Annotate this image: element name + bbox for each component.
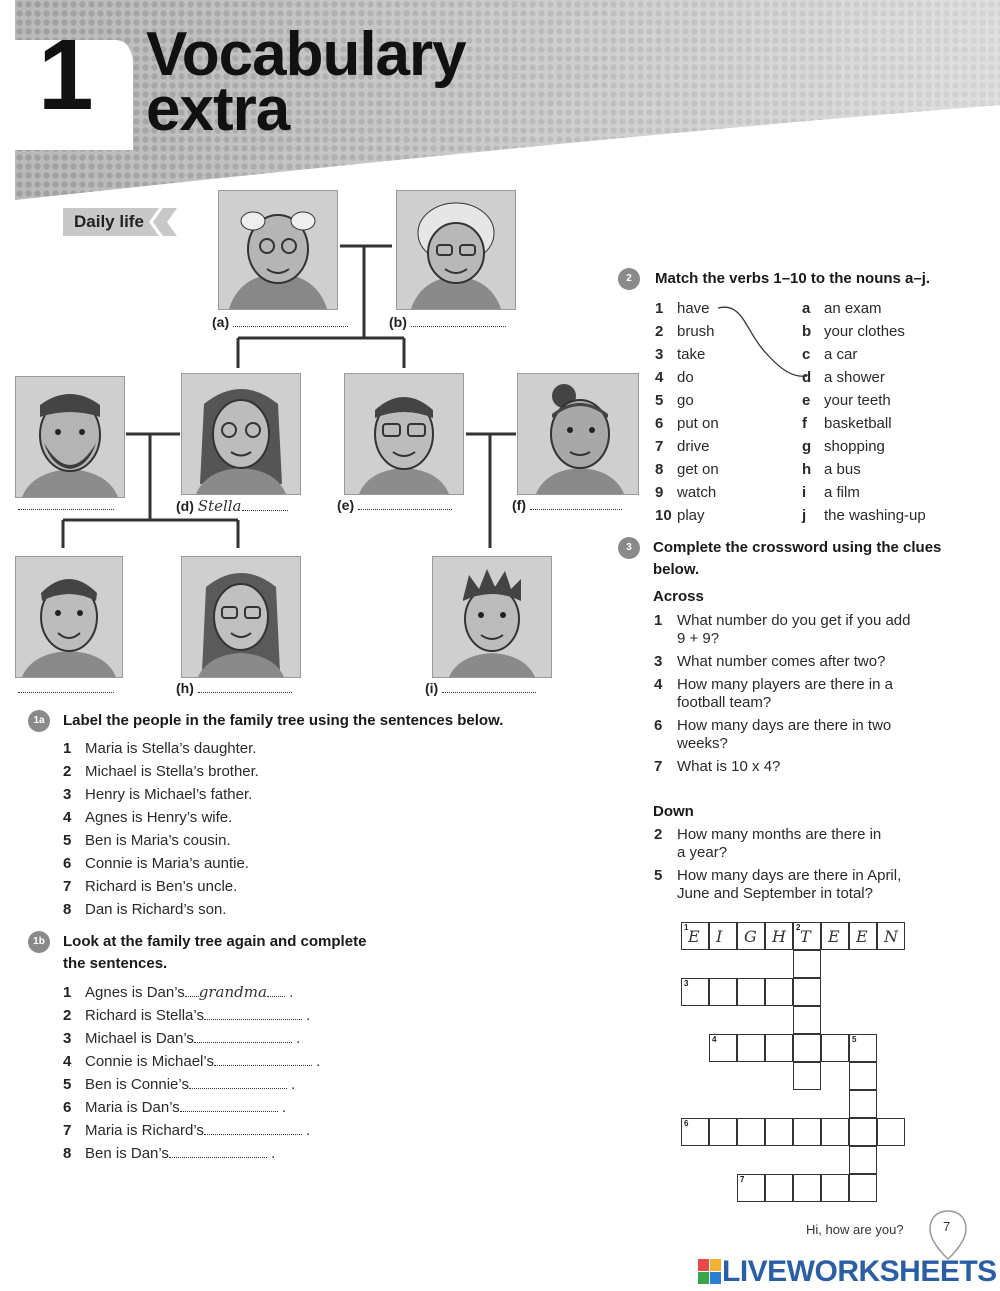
verb: go [677, 392, 694, 409]
portrait-grandmother [396, 190, 516, 310]
label-f [512, 497, 622, 513]
cell-letter: H [772, 927, 786, 946]
list-item [63, 783, 259, 806]
crossword-cell[interactable] [849, 1034, 877, 1062]
list-item [63, 737, 259, 760]
ex1a-instruction: Label the people in the family tree using the sentences below. [63, 712, 504, 729]
list-item [63, 898, 259, 921]
title-line-2: extra [146, 74, 290, 144]
item-text: Maria is Richard’s [85, 1122, 204, 1139]
match-row [655, 412, 926, 435]
page-number: 7 [943, 1219, 951, 1234]
badge-1a: 1a [28, 710, 50, 732]
item-text: Richard is Stella’s [85, 1007, 204, 1024]
verb: get on [677, 461, 719, 478]
clue-line-2: weeks? [677, 735, 728, 752]
badge-1b: 1b [28, 931, 50, 953]
ex3-instruction [653, 537, 941, 581]
page-marker-icon [928, 1209, 968, 1261]
noun: basketball [824, 415, 892, 432]
liveworksheets-logo-icon [698, 1259, 722, 1285]
label-h [176, 680, 292, 696]
portrait-michael [344, 373, 464, 495]
answer-h-field[interactable] [198, 680, 292, 693]
noun-letter: b [802, 323, 812, 340]
crossword-cell[interactable] [793, 1006, 821, 1034]
item-text: Agnes is Dan’s [85, 984, 185, 1001]
crossword-cell[interactable] [709, 1034, 737, 1062]
brand-name: LIVEWORKSHEETS [722, 1255, 997, 1288]
match-row [655, 504, 926, 527]
verb-number: 4 [655, 369, 664, 386]
label-e [337, 497, 452, 513]
clue-line-2: football team? [677, 694, 772, 711]
dots-before [185, 984, 199, 997]
item-number: 4 [63, 1053, 72, 1070]
instruction-line-2: the sentences. [63, 955, 168, 972]
list-item: 5 Ben is Connie’s . [63, 1073, 320, 1096]
clue-across-3 [654, 653, 944, 671]
noun-letter: j [802, 507, 807, 524]
verb-number: 8 [655, 461, 664, 478]
clue-number: 1 [654, 612, 663, 629]
label-h-id: (h) [176, 680, 194, 696]
clue-across-4 [654, 676, 944, 712]
crossword-cell[interactable] [737, 1118, 765, 1146]
list-item: 8 Ben is Dan’s . [63, 1142, 320, 1165]
match-row [655, 481, 926, 504]
crossword-cell[interactable] [849, 1062, 877, 1090]
answer-field[interactable] [214, 1053, 312, 1066]
girl-glasses-face-icon [182, 557, 300, 677]
ex1b-instruction [63, 931, 366, 975]
crossword-cell[interactable] [737, 978, 765, 1006]
list-item [63, 829, 259, 852]
match-line-have-shower[interactable] [715, 300, 810, 385]
noun-letter: f [802, 415, 807, 432]
ex1b-list [63, 981, 320, 1165]
answer-field[interactable] [204, 1122, 302, 1135]
cell-number: 7 [740, 1175, 745, 1184]
item-text: Ben is Connie’s [85, 1076, 189, 1093]
crossword-cell[interactable] [737, 1174, 765, 1202]
crossword-cell[interactable] [821, 1034, 849, 1062]
crossword-cell[interactable] [821, 1118, 849, 1146]
woman-glasses-face-icon [182, 374, 300, 494]
item-number: 5 [63, 1076, 72, 1093]
item-text: Dan is Richard’s son. [85, 901, 227, 918]
portrait-grandfather [218, 190, 338, 310]
cell-number: 2 [796, 923, 801, 932]
item-number: 8 [63, 901, 72, 918]
cell-letter: E [856, 927, 868, 946]
crossword-cell[interactable] [849, 1090, 877, 1118]
noun-letter: a [802, 300, 811, 317]
crossword-cell[interactable] [821, 1174, 849, 1202]
clue-line-1: How many days are there in two [677, 717, 892, 734]
item-number: 8 [63, 1145, 72, 1162]
crossword-cell[interactable] [877, 922, 905, 950]
verb-number: 9 [655, 484, 664, 501]
verb-number: 3 [655, 346, 664, 363]
crossword-cell[interactable] [877, 1118, 905, 1146]
across-heading: Across [653, 588, 704, 605]
down-heading: Down [653, 803, 694, 820]
label-e-id: (e) [337, 497, 355, 513]
cell-letter: E [828, 927, 840, 946]
item-number: 7 [63, 1122, 72, 1139]
match-row [655, 435, 926, 458]
crossword-cell[interactable] [765, 1118, 793, 1146]
noun: a car [824, 346, 858, 363]
clue-number: 6 [654, 717, 663, 734]
list-item [63, 852, 259, 875]
item-number: 6 [63, 1099, 72, 1116]
answer-field[interactable] [194, 1030, 292, 1043]
crossword-cell[interactable] [821, 922, 849, 950]
crossword-cell[interactable] [709, 1118, 737, 1146]
crossword-cell[interactable] [793, 950, 821, 978]
crossword-cell[interactable] [793, 1034, 821, 1062]
boy-spiky-hair-face-icon [433, 557, 551, 677]
list-item: 7 Maria is Richard’s . [63, 1119, 320, 1142]
item-text: Ben is Dan’s [85, 1145, 169, 1162]
clue-down-5 [654, 867, 944, 903]
badge-2: 2 [618, 268, 640, 290]
cell-letter: I [716, 927, 723, 946]
crossword-cell[interactable] [765, 1174, 793, 1202]
cell-number: 4 [712, 1035, 717, 1044]
item-number: 2 [63, 763, 72, 780]
crossword-cell[interactable] [681, 978, 709, 1006]
man-glasses-face-icon [345, 374, 463, 494]
crossword-cell[interactable] [737, 922, 765, 950]
woman-bun-face-icon [518, 374, 638, 494]
crossword-cell[interactable] [681, 922, 709, 950]
crossword-cell[interactable] [793, 1118, 821, 1146]
list-item [63, 806, 259, 829]
instruction-line-1: Complete the crossword using the clues [653, 539, 942, 556]
label-g [18, 680, 114, 696]
label-a [212, 314, 348, 330]
title-line-1: Vocabulary [146, 20, 466, 89]
item-number: 3 [63, 786, 72, 803]
answer-field[interactable] [180, 1099, 278, 1112]
clue-line-1: What number do you get if you add [677, 612, 911, 629]
answer-f-field[interactable] [530, 497, 622, 510]
verb: take [677, 346, 706, 363]
item-number: 5 [63, 832, 72, 849]
cell-number: 3 [684, 979, 689, 988]
list-item: 1 Agnes is Dan’s grandma . [63, 981, 320, 1004]
crossword-cell[interactable] [793, 1062, 821, 1090]
label-i-id: (i) [425, 680, 439, 696]
noun-letter: g [802, 438, 812, 455]
cell-letter: N [884, 927, 898, 946]
verb-number: 7 [655, 438, 664, 455]
item-text: Michael is Stella’s brother. [85, 763, 259, 780]
answer-field[interactable] [169, 1145, 267, 1158]
clue-line-1: How many months are there in [677, 826, 882, 843]
clue-line-1: How many players are there in a [677, 676, 893, 693]
cell-number: 5 [852, 1035, 857, 1044]
list-item: 4 Connie is Michael’s . [63, 1050, 320, 1073]
clue-number: 3 [654, 653, 663, 670]
noun: the washing-up [824, 507, 926, 524]
portrait-maria [181, 556, 301, 678]
portrait-ben [15, 556, 123, 678]
grandfather-face-icon [219, 191, 337, 309]
clue-down-2 [654, 826, 944, 862]
list-item [63, 875, 259, 898]
portrait-stella [181, 373, 301, 495]
noun: a film [824, 484, 860, 501]
crossword-cell[interactable] [793, 922, 821, 950]
crossword-grid [681, 922, 911, 1207]
item-text: Connie is Maria’s auntie. [85, 855, 249, 872]
answer-b-field[interactable] [411, 314, 506, 327]
noun-letter: i [802, 484, 807, 501]
answer-i-field[interactable] [442, 680, 536, 693]
bearded-man-face-icon [16, 377, 124, 497]
label-d-id: (d) [176, 498, 194, 514]
clue-line-2: 9 + 9? [677, 630, 720, 647]
instruction-line-2: below. [653, 561, 700, 578]
item-number: 4 [63, 809, 72, 826]
list-item [63, 760, 259, 783]
verb: do [677, 369, 694, 386]
list-item: 3 Michael is Dan’s . [63, 1027, 320, 1050]
verb: brush [677, 323, 715, 340]
crossword-cell[interactable] [849, 1118, 877, 1146]
noun-letter: d [802, 369, 812, 386]
item-number: 7 [63, 878, 72, 895]
noun-letter: c [802, 346, 811, 363]
dots-after [267, 984, 285, 997]
noun: a shower [824, 369, 885, 386]
answer-field[interactable] [189, 1076, 287, 1089]
crossword-cell[interactable] [709, 978, 737, 1006]
clue-across-7 [654, 758, 944, 776]
item-text: Ben is Maria’s cousin. [85, 832, 231, 849]
noun: a bus [824, 461, 861, 478]
crossword-cell[interactable] [765, 978, 793, 1006]
item-text: Maria is Dan’s [85, 1099, 180, 1116]
cell-letter: T [800, 927, 811, 946]
clue-number: 5 [654, 867, 663, 884]
clue-line-2: a year? [677, 844, 728, 861]
cell-letter: G [744, 927, 757, 946]
section-tag-label: Daily life [74, 212, 144, 231]
clue-line-2: June and September in total? [677, 885, 873, 902]
portrait-connie [517, 373, 639, 495]
item-text: Connie is Michael’s [85, 1053, 214, 1070]
crossword-cell[interactable] [849, 1146, 877, 1174]
clue-line-1: How many days are there in April, [677, 867, 902, 884]
instruction-line-1: Look at the family tree again and complete [63, 933, 367, 950]
label-b-id: (b) [389, 314, 407, 330]
item-number: 6 [63, 855, 72, 872]
verb: put on [677, 415, 719, 432]
match-row [655, 458, 926, 481]
crossword-cell[interactable] [793, 1174, 821, 1202]
crossword-cell[interactable] [849, 922, 877, 950]
grandmother-face-icon [397, 191, 515, 309]
page-title [146, 20, 466, 144]
verb-number: 6 [655, 415, 664, 432]
clue-number: 2 [654, 826, 663, 843]
crossword-cell[interactable] [765, 922, 793, 950]
answer-d-dots [242, 498, 288, 511]
portrait-dan [432, 556, 552, 678]
verb-number: 2 [655, 323, 664, 340]
boy-face-icon [16, 557, 122, 677]
cell-number: 1 [684, 923, 689, 932]
liveworksheets-brand[interactable] [698, 1257, 997, 1287]
noun: an exam [824, 300, 882, 317]
item-number: 3 [63, 1030, 72, 1047]
verb: watch [677, 484, 717, 501]
answer-field[interactable] [204, 1007, 302, 1020]
page-number-badge [928, 1209, 968, 1261]
answer-c-field[interactable] [18, 497, 114, 510]
verb: play [677, 507, 705, 524]
label-f-id: (f) [512, 497, 526, 513]
badge-3: 3 [618, 537, 640, 559]
match-row [655, 389, 926, 412]
ex1a-list [63, 737, 259, 921]
verb-number: 1 [655, 300, 664, 317]
answer-d-handwritten[interactable]: Stella [197, 497, 242, 515]
portrait-richard [15, 376, 125, 498]
item-number: 1 [63, 740, 72, 757]
noun: your clothes [824, 323, 905, 340]
list-item: 6 Maria is Dan’s . [63, 1096, 320, 1119]
answer-g-field[interactable] [18, 680, 114, 693]
cell-number: 6 [684, 1119, 689, 1128]
verb: drive [677, 438, 710, 455]
verb-number: 10 [655, 507, 672, 524]
list-item: 2 Richard is Stella’s . [63, 1004, 320, 1027]
item-text: Henry is Michael’s father. [85, 786, 253, 803]
cell-letter: E [688, 927, 700, 946]
noun: shopping [824, 438, 885, 455]
crossword-cell[interactable] [709, 922, 737, 950]
item-text: Richard is Ben’s uncle. [85, 878, 238, 895]
answer-handwritten[interactable]: grandma [198, 983, 267, 1001]
clue-across-1 [654, 612, 944, 648]
crossword-cell[interactable] [849, 1174, 877, 1202]
crossword-cell[interactable] [737, 1034, 765, 1062]
clue-number: 4 [654, 676, 663, 693]
clue-line-1: What is 10 x 4? [677, 758, 781, 775]
item-text: Agnes is Henry’s wife. [85, 809, 233, 826]
clue-across-6 [654, 717, 944, 753]
item-text: Maria is Stella’s daughter. [85, 740, 257, 757]
label-a-id: (a) [212, 314, 230, 330]
noun: your teeth [824, 392, 891, 409]
verb-number: 5 [655, 392, 664, 409]
ex2-instruction: Match the verbs 1–10 to the nouns a–j. [655, 270, 931, 287]
label-i [425, 680, 536, 696]
answer-a-field[interactable] [233, 314, 348, 327]
item-number: 1 [63, 984, 72, 1001]
noun-letter: h [802, 461, 812, 478]
label-c [18, 497, 114, 513]
crossword-cell[interactable] [681, 1118, 709, 1146]
clue-line-1: What number comes after two? [677, 653, 886, 670]
unit-number: 1 [38, 19, 94, 131]
footer-text: Hi, how are you? [806, 1222, 904, 1237]
answer-e-field[interactable] [358, 497, 452, 510]
label-b [389, 314, 506, 330]
label-d [176, 497, 288, 515]
clue-number: 7 [654, 758, 663, 775]
verb: have [677, 300, 710, 317]
crossword-cell[interactable] [765, 1034, 793, 1062]
item-text: Michael is Dan’s [85, 1030, 194, 1047]
crossword-cell[interactable] [793, 978, 821, 1006]
item-number: 2 [63, 1007, 72, 1024]
noun-letter: e [802, 392, 811, 409]
